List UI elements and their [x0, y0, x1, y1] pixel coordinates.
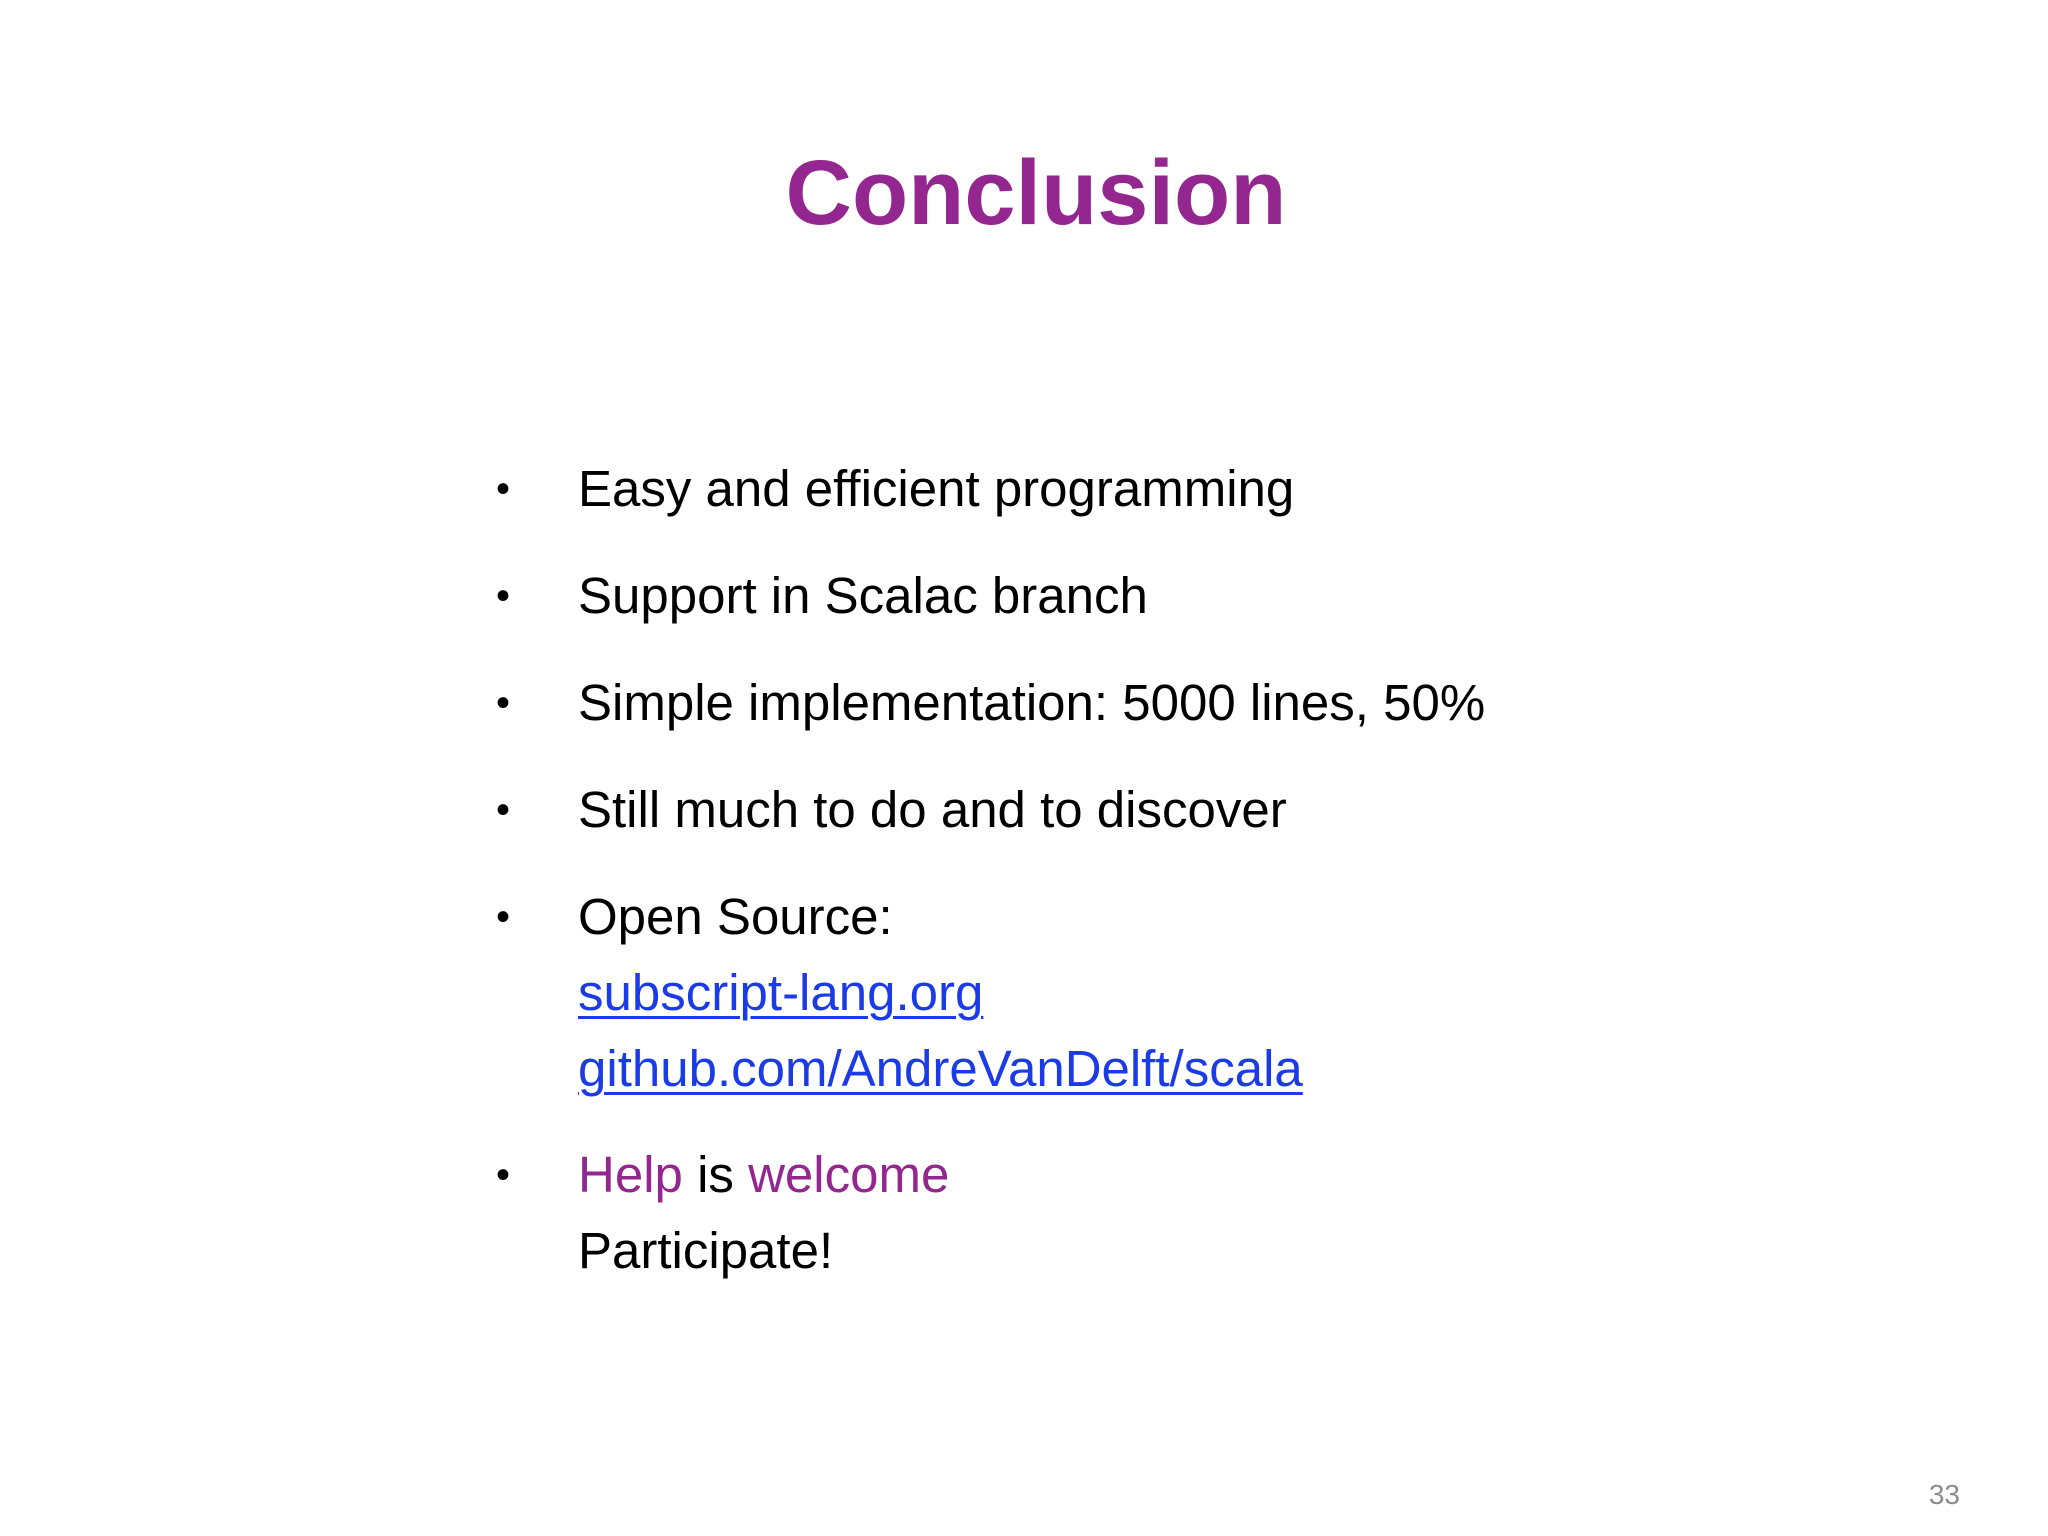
bullet-text: Easy and efficient programming: [578, 460, 1295, 517]
welcome-word: welcome: [748, 1146, 950, 1203]
bullet-text: Simple implementation: 5000 lines, 50%: [578, 674, 1486, 731]
bullet-icon: •: [496, 895, 511, 939]
bullet-icon: •: [496, 788, 511, 832]
bullet-icon: •: [496, 1153, 511, 1197]
bullet-text: Open Source:: [578, 888, 893, 945]
help-line: [578, 1144, 949, 1206]
bullet-icon: •: [496, 467, 511, 511]
bullet-text: Support in Scalac branch: [578, 567, 1148, 624]
subscript-lang-link[interactable]: subscript-lang.org: [578, 964, 984, 1021]
participate-text: Participate!: [578, 1222, 834, 1279]
help-word: Help: [578, 1146, 683, 1203]
github-link[interactable]: github.com/AndreVanDelft/scala: [578, 1040, 1303, 1097]
bullet-icon: •: [496, 574, 511, 618]
bullet-icon: •: [496, 681, 511, 725]
bullet-text: Still much to do and to discover: [578, 781, 1287, 838]
page-number: 33: [1928, 1479, 1960, 1510]
is-word: is: [697, 1146, 734, 1203]
slide-title: Conclusion: [785, 142, 1287, 244]
